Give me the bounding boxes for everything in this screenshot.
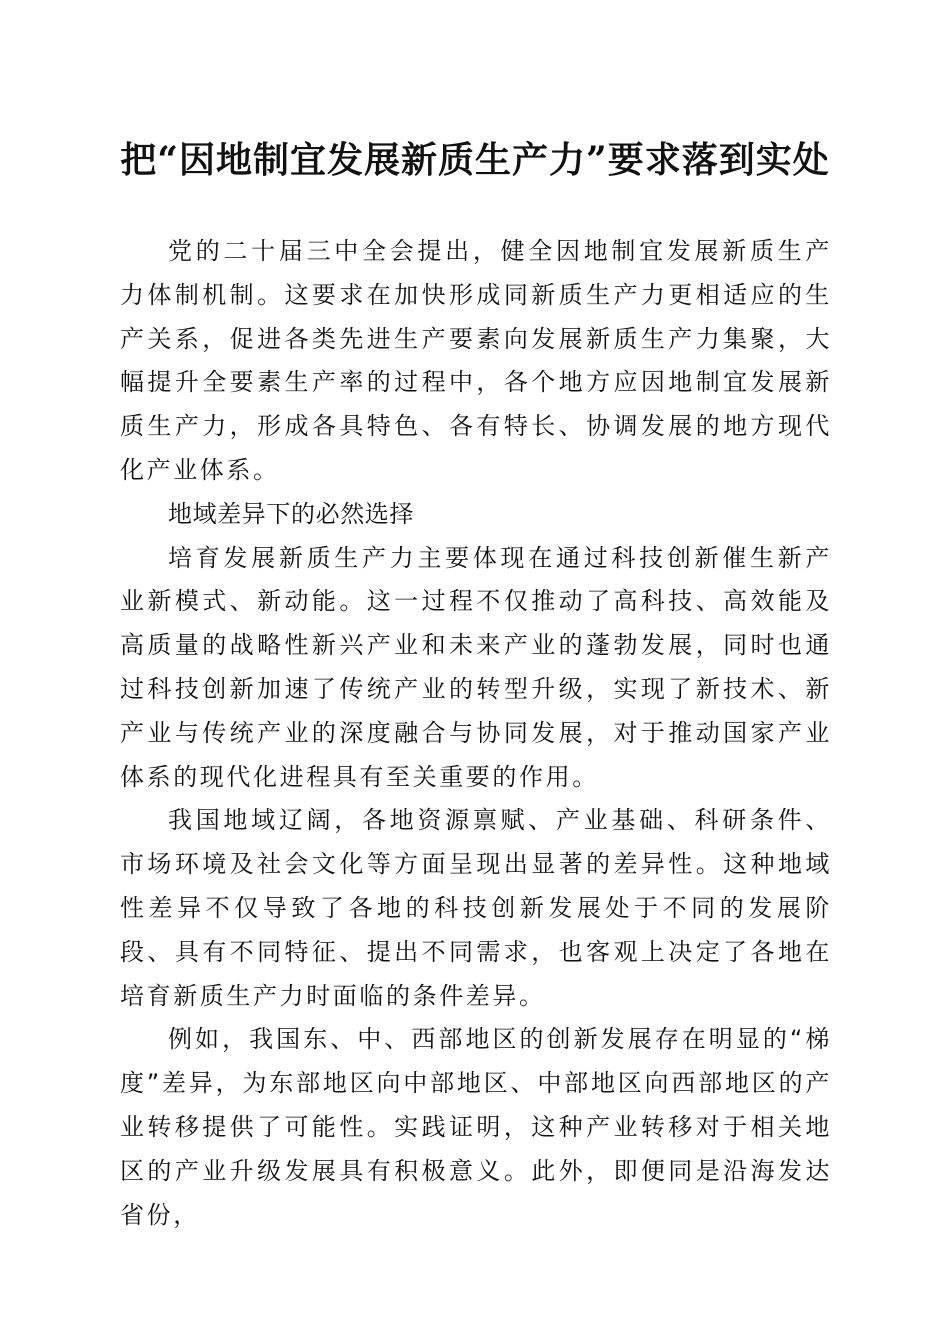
paragraph: 例如，我国东、中、西部地区的创新发展存在明显的“梯度”差异，为东部地区向中部地区、中部地区向西部地区的产业转移提供了可能性。实践证明，这种产业转移对于相关地区的产业升级发展具有积极意义。此外，即便同是沿海发达省份， — [120, 1025, 832, 1229]
paragraph: 党的二十届三中全会提出，健全因地制宜发展新质生产力体制机制。这要求在加快形成同新质生产力更相适应的生产关系，促进各类先进生产要素向发展新质生产力集聚，大幅提升全要素生产率的过程中，各个地方应因地制宜发展新质生产力，形成各具特色、各有特长、协调发展的地方现代化产业体系。 — [120, 237, 832, 484]
paragraph: 培育发展新质生产力主要体现在通过科技创新催生新产业新模式、新动能。这一过程不仅推动了高科技、高效能及高质量的战略性新兴产业和未来产业的蓬勃发展，同时也通过科技创新加速了传统产业的转型升级，实现了新技术、新产业与传统产业的深度融合与协同发展，对于推动国家产业体系的现代化进程具有至关重要的作用。 — [120, 543, 832, 791]
document-body — [120, 230, 832, 1237]
section-heading: 地域差异下的必然选择 — [168, 499, 414, 528]
document-title: 把“因地制宜发展新质生产力”要求落到实处 — [120, 139, 830, 181]
paragraph: 我国地域辽阔，各地资源禀赋、产业基础、科研条件、市场环境及社会文化等方面呈现出显著的差异性。这种地域性差异不仅导致了各地的科技创新发展处于不同的发展阶段、具有不同特征、提出不同需求，也客观上决定了各地在培育新质生产力时面临的条件差异。 — [120, 806, 832, 1010]
